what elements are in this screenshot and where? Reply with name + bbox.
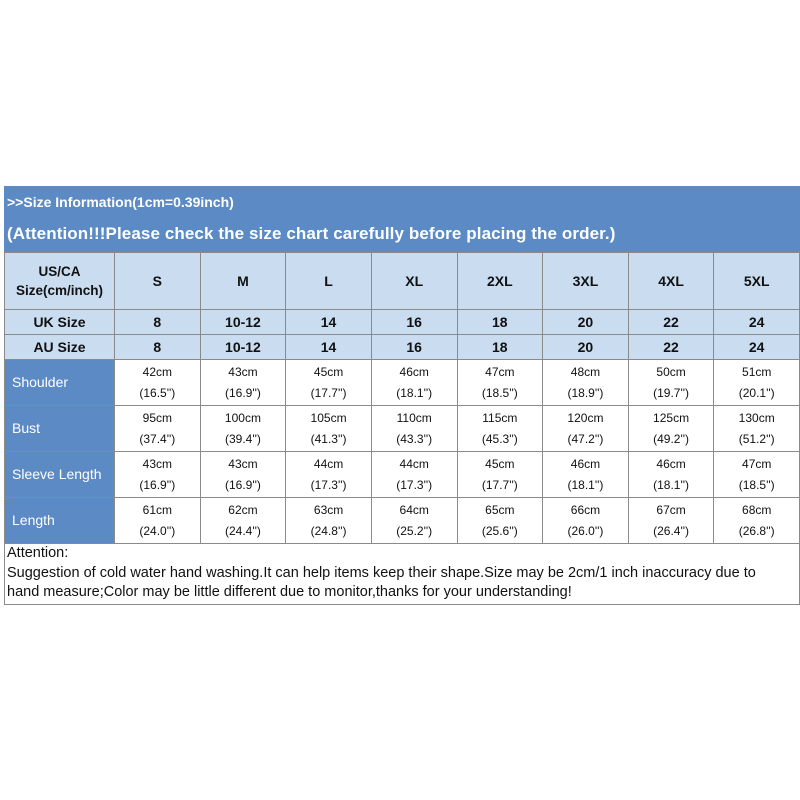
uk-size-cell: 24 (714, 310, 800, 335)
uk-size-cell: 18 (457, 310, 543, 335)
measurement-cell (115, 452, 201, 498)
measurement-row (5, 498, 800, 544)
size-header: 2XL (457, 253, 543, 310)
measurement-cell (371, 360, 457, 406)
inch-value: (16.9'') (224, 385, 261, 400)
measurement-cell (628, 406, 714, 452)
cm-value: 105cm (310, 410, 347, 425)
cm-value: 110cm (396, 410, 432, 425)
uk-size-cell: 16 (371, 310, 457, 335)
measurement-label: Shoulder (5, 360, 115, 406)
measurement-cell (457, 360, 543, 406)
measurement-row (5, 360, 800, 406)
au-size-cell: 18 (457, 335, 543, 360)
size-header: 4XL (628, 253, 714, 310)
cm-value: 100cm (224, 410, 261, 425)
inch-value: (25.6'') (481, 523, 518, 538)
measurement-cell (543, 452, 629, 498)
inch-value: (49.2'') (653, 431, 690, 446)
au-size-cell: 14 (286, 335, 372, 360)
au-size-cell: 10-12 (200, 335, 286, 360)
uk-size-row (5, 310, 800, 335)
cm-value: 44cm (399, 456, 429, 471)
measurement-cell (714, 360, 800, 406)
cm-value: 61cm (142, 502, 172, 517)
inch-value: (16.9'') (139, 477, 176, 492)
measurement-cell (371, 452, 457, 498)
cm-value: 47cm (742, 456, 772, 471)
cm-value: 66cm (570, 502, 601, 517)
cm-value: 46cm (570, 456, 601, 471)
uk-size-cell: 22 (628, 310, 714, 335)
inch-value: (18.1'') (653, 477, 690, 492)
measurement-cell (286, 406, 372, 452)
au-size-cell: 16 (371, 335, 457, 360)
inch-value: (37.4'') (139, 431, 176, 446)
measurement-cell (457, 406, 543, 452)
cm-value: 64cm (399, 502, 429, 517)
size-header: 5XL (714, 253, 800, 310)
inch-value: (16.9'') (224, 477, 261, 492)
measurement-label: Sleeve Length (5, 452, 115, 498)
inch-value: (18.9'') (567, 385, 604, 400)
measurement-cell (286, 498, 372, 544)
cm-value: 45cm (485, 456, 515, 471)
us-size-label-line2: Size(cm/inch) (15, 283, 104, 298)
notes-line-1: Suggestion of cold water hand washing.It can help items keep their shape.Size may be 2cm/1 inch inaccuracy due to (7, 564, 756, 581)
measurement-cell (714, 498, 800, 544)
inch-value: (45.3'') (481, 431, 518, 446)
measurement-cell (115, 360, 201, 406)
cm-value: 120cm (567, 410, 604, 425)
cm-value: 62cm (228, 502, 258, 517)
measurement-cell (371, 498, 457, 544)
cm-value: 63cm (313, 502, 344, 517)
measurement-cell (286, 452, 372, 498)
inch-value: (24.0'') (139, 523, 176, 538)
inch-value: (16.5'') (139, 385, 176, 400)
inch-value: (26.0'') (567, 523, 604, 538)
attention-banner: (Attention!!!Please check the size chart carefully before placing the order.) (4, 216, 800, 252)
cm-value: 67cm (656, 502, 686, 517)
cm-value: 130cm (738, 410, 775, 425)
cm-value: 45cm (313, 364, 344, 379)
measurement-cell (457, 452, 543, 498)
inch-value: (18.1'') (396, 385, 433, 400)
cm-value: 48cm (570, 364, 601, 379)
measurement-cell (714, 452, 800, 498)
measurement-cell (628, 452, 714, 498)
measurement-cell (714, 406, 800, 452)
us-size-label-line1: US/CA (38, 264, 81, 279)
uk-size-cell: 20 (543, 310, 629, 335)
measurement-cell (371, 406, 457, 452)
attention-notes (4, 544, 800, 605)
measurement-cell (543, 360, 629, 406)
size-header: L (286, 253, 372, 310)
cm-value: 95cm (142, 410, 172, 425)
inch-value: (20.1'') (738, 385, 775, 400)
uk-size-label: UK Size (5, 310, 115, 335)
inch-value: (39.4'') (224, 431, 261, 446)
cm-value: 50cm (656, 364, 686, 379)
inch-value: (19.7'') (653, 385, 690, 400)
cm-value: 46cm (399, 364, 429, 379)
inch-value: (18.5'') (481, 385, 518, 400)
inch-value: (51.2'') (738, 431, 775, 446)
measurement-cell (628, 498, 714, 544)
size-header: XL (371, 253, 457, 310)
size-table-body (5, 253, 800, 544)
cm-value: 43cm (142, 456, 172, 471)
cm-value: 47cm (485, 364, 515, 379)
uk-size-cell: 8 (115, 310, 201, 335)
measurement-row (5, 406, 800, 452)
us-size-label (5, 253, 115, 310)
cm-value: 46cm (656, 456, 686, 471)
size-table (4, 252, 800, 544)
au-size-cell: 22 (628, 335, 714, 360)
notes-line-2: hand measure;Color may be little different due to monitor,thanks for your understanding! (7, 584, 572, 600)
uk-size-cell: 10-12 (200, 310, 286, 335)
uk-size-cell: 14 (286, 310, 372, 335)
cm-value: 43cm (228, 364, 258, 379)
au-size-label: AU Size (5, 335, 115, 360)
measurement-row (5, 452, 800, 498)
measurement-cell (200, 498, 286, 544)
measurement-label: Bust (5, 406, 115, 452)
measurement-label: Length (5, 498, 115, 544)
inch-value: (17.7'') (310, 385, 347, 400)
measurement-cell (457, 498, 543, 544)
cm-value: 51cm (742, 364, 772, 379)
inch-value: (47.2'') (567, 431, 604, 446)
cm-value: 65cm (485, 502, 515, 517)
inch-value: (17.3'') (396, 477, 433, 492)
cm-value: 42cm (142, 364, 172, 379)
inch-value: (24.8'') (310, 523, 347, 538)
cm-value: 125cm (653, 410, 690, 425)
cm-value: 44cm (313, 456, 344, 471)
notes-title: Attention: (7, 545, 69, 561)
measurement-cell (200, 360, 286, 406)
measurement-cell (543, 406, 629, 452)
inch-value: (17.7'') (481, 477, 518, 492)
cm-value: 43cm (228, 456, 258, 471)
measurement-cell (200, 406, 286, 452)
cm-value: 68cm (742, 502, 772, 517)
inch-value: (17.3'') (310, 477, 347, 492)
measurement-cell (115, 498, 201, 544)
inch-value: (26.4'') (653, 523, 690, 538)
inch-value: (18.1'') (567, 477, 604, 492)
cm-value: 115cm (482, 410, 518, 425)
size-info-banner: >>Size Information(1cm=0.39inch) (4, 186, 800, 216)
au-size-cell: 20 (543, 335, 629, 360)
measurement-cell (543, 498, 629, 544)
measurement-cell (286, 360, 372, 406)
inch-value: (24.4'') (224, 523, 261, 538)
measurement-cell (115, 406, 201, 452)
size-header: S (115, 253, 201, 310)
inch-value: (43.3'') (396, 431, 433, 446)
inch-value: (25.2'') (396, 523, 433, 538)
us-size-row (5, 253, 800, 310)
au-size-cell: 8 (115, 335, 201, 360)
measurement-cell (628, 360, 714, 406)
au-size-row (5, 335, 800, 360)
size-header: M (200, 253, 286, 310)
size-chart (4, 186, 800, 605)
measurement-cell (200, 452, 286, 498)
au-size-cell: 24 (714, 335, 800, 360)
inch-value: (41.3'') (310, 431, 347, 446)
size-header: 3XL (543, 253, 629, 310)
inch-value: (26.8'') (738, 523, 775, 538)
inch-value: (18.5'') (738, 477, 775, 492)
